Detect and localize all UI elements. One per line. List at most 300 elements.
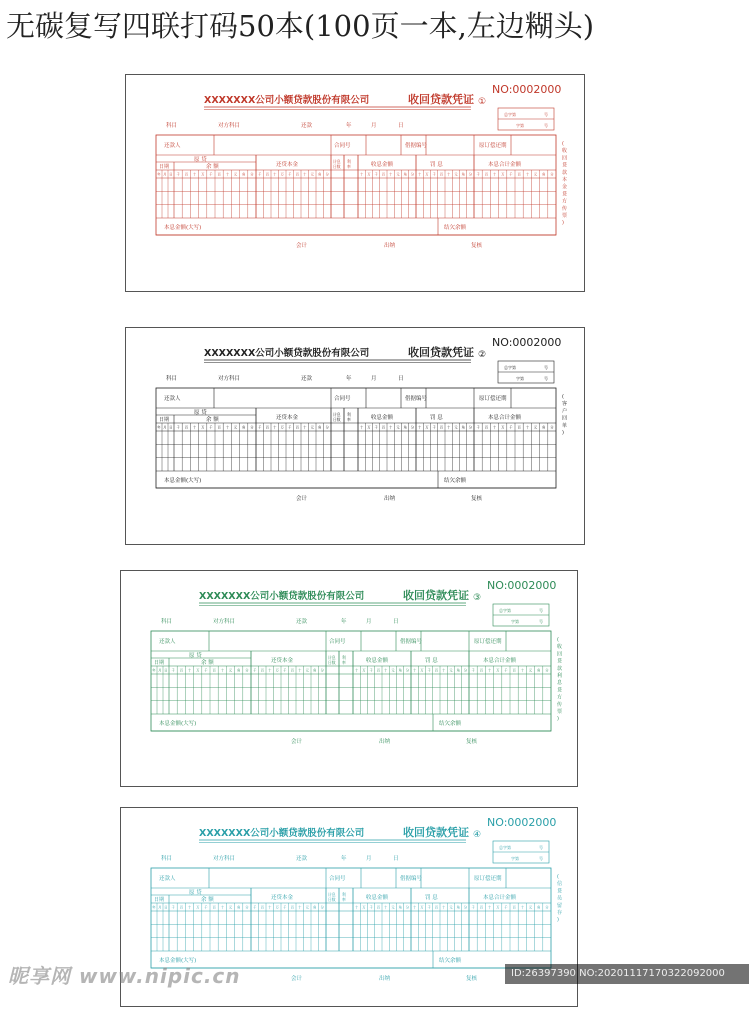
digit-unit: 百 [517, 425, 521, 430]
digit-unit: 十 [192, 172, 197, 177]
date-unit: 日 [169, 172, 173, 177]
label-rate: 利 [342, 655, 346, 660]
digit-unit: 元 [305, 905, 309, 910]
date-unit: 月 [158, 905, 162, 910]
label-accountant: 会计 [291, 739, 303, 745]
digit-unit: 角 [456, 668, 460, 673]
digit-unit: 百 [479, 905, 483, 910]
label-repay: 还款 [301, 123, 313, 129]
label-repay: 还款 [296, 856, 308, 862]
digit-unit: 千 [171, 905, 175, 910]
side-label-char: 方 [557, 694, 563, 701]
digit-unit: 万 [275, 668, 279, 673]
label-repay-principal: 还贷本金 [271, 895, 294, 901]
digit-unit: 十 [389, 425, 393, 430]
side-label-char: 传 [562, 205, 568, 212]
label-days: 计息 [328, 655, 336, 660]
label-penalty: 罚 息 [425, 895, 438, 901]
label-counter-subject: 对方科目 [218, 123, 241, 129]
digit-unit: 十 [268, 668, 272, 673]
label-subject: 科目 [161, 619, 173, 625]
digit-unit: 万 [275, 905, 279, 910]
label-days-2: 日数 [328, 660, 336, 665]
side-label-char: 贷 [557, 687, 563, 694]
digit-unit: 十 [355, 905, 359, 910]
digit-unit: 万 [362, 668, 366, 673]
digit-unit: 百 [484, 425, 488, 430]
watermark-id: ID:26397390 NO:20201117170322092000 [505, 964, 749, 984]
digit-unit: 十 [220, 668, 224, 673]
side-label-char: 回 [562, 415, 568, 422]
digit-unit: 千 [504, 905, 508, 910]
voucher-title: 收回贷款凭证 [408, 93, 474, 106]
side-label-char: ) [562, 220, 564, 227]
digit-unit: 十 [487, 668, 492, 673]
label-year: 年 [346, 123, 352, 129]
digit-unit: 万 [496, 905, 500, 910]
digit-unit: 万 [196, 905, 200, 910]
label-interest: 收息金额 [366, 658, 389, 664]
digit-unit: 十 [447, 425, 451, 430]
digit-unit: 元 [454, 172, 458, 177]
digit-unit: 千 [504, 668, 508, 673]
label-day: 日 [393, 619, 399, 625]
label-iou: 借据编号 [405, 143, 428, 149]
digit-unit: 元 [449, 668, 453, 673]
digit-unit: 十 [447, 172, 451, 177]
label-total: 本息合计金额 [488, 162, 522, 168]
label-day: 日 [398, 376, 404, 382]
ledger-no: 号 [539, 845, 543, 850]
digit-unit: 千 [471, 905, 475, 910]
digit-unit: 百 [381, 172, 386, 177]
label-iou: 借据编号 [405, 396, 428, 402]
digit-unit: 百 [484, 172, 488, 177]
label-rate-2: 率 [342, 660, 346, 665]
copy-index: ④ [473, 830, 482, 840]
digit-unit: 分 [545, 905, 549, 910]
side-label-char: 款 [557, 665, 563, 672]
digit-unit: 十 [268, 905, 272, 910]
label-date: 日期 [154, 897, 165, 903]
side-label-char: 单 [562, 422, 568, 429]
side-label-char: 方 [562, 198, 568, 205]
digit-unit: 万 [201, 172, 205, 177]
digit-unit: 角 [318, 425, 322, 430]
digit-unit: 分 [320, 668, 324, 673]
table-frame [151, 868, 551, 968]
label-rate-2: 率 [342, 897, 346, 902]
digit-unit: 分 [325, 172, 329, 177]
label-total-words: 本息金额(大写) [159, 721, 197, 727]
date-unit: 日 [169, 425, 173, 430]
label-date: 日期 [159, 164, 170, 170]
digit-unit: 十 [442, 905, 446, 910]
label-year: 年 [346, 376, 352, 382]
digit-unit: 百 [295, 172, 299, 177]
label-days: 计息 [333, 412, 341, 417]
digit-unit: 元 [310, 172, 314, 177]
digit-unit: 十 [520, 668, 524, 673]
digit-unit: 万 [280, 172, 284, 177]
digit-unit: 十 [389, 172, 393, 177]
digit-unit: 十 [273, 172, 277, 177]
voucher-form [121, 808, 581, 1026]
label-interest: 收息金额 [371, 162, 394, 168]
label-payer: 还款人 [159, 639, 176, 645]
ledger-word: 总字第 [499, 845, 511, 850]
digit-unit: 千 [283, 668, 287, 673]
digit-unit: 分 [325, 425, 329, 430]
label-accountant: 会计 [296, 496, 308, 502]
digit-unit: 百 [376, 905, 381, 910]
label-total: 本息合计金额 [483, 658, 517, 664]
side-label-char: 留 [557, 902, 563, 909]
digit-unit: 角 [398, 668, 402, 673]
digit-unit: 千 [209, 425, 213, 430]
digit-unit: 十 [225, 425, 229, 430]
copy-index: ③ [473, 593, 482, 603]
digit-unit: 百 [512, 668, 516, 673]
digit-unit: 十 [303, 425, 307, 430]
label-balance: 余 额 [206, 417, 219, 423]
digit-unit: 百 [439, 425, 444, 430]
digit-unit: 千 [258, 425, 262, 430]
date-unit: 月 [163, 172, 167, 177]
side-label-char: 户 [562, 408, 568, 415]
digit-unit: 百 [517, 172, 521, 177]
digit-unit: 角 [237, 905, 241, 910]
ledger-no: 号 [544, 112, 548, 117]
date-unit: 日 [164, 905, 168, 910]
ledger-word2: 字第 [516, 123, 524, 128]
side-label-char: 传 [557, 701, 563, 708]
digit-unit: 元 [454, 425, 458, 430]
label-repay-principal: 还贷本金 [271, 658, 294, 664]
label-iou: 借据编号 [400, 639, 423, 645]
digit-unit: 百 [217, 172, 221, 177]
digit-unit: 角 [242, 425, 246, 430]
digit-unit: 元 [533, 172, 538, 177]
digit-unit: 百 [381, 425, 386, 430]
ledger-word: 总字第 [499, 608, 511, 613]
label-month: 月 [371, 376, 377, 382]
digit-unit: 十 [525, 172, 529, 177]
digit-unit: 百 [265, 172, 269, 177]
digit-unit: 百 [260, 668, 264, 673]
label-counter-subject: 对方科目 [213, 856, 236, 862]
label-counter-subject: 对方科目 [218, 376, 241, 382]
label-date: 日期 [154, 660, 165, 666]
label-original-loan: 原 贷 [194, 157, 207, 163]
label-original-loan: 原 贷 [189, 653, 202, 659]
digit-unit: 万 [420, 668, 424, 673]
digit-unit: 分 [245, 668, 249, 673]
digit-unit: 角 [537, 905, 541, 910]
page-heading: 无碳复写四联打码50本(100页一本,左边糊头) [6, 9, 595, 43]
side-label-char: 贷 [562, 162, 568, 169]
digit-unit: 十 [360, 425, 364, 430]
label-reviewer: 复核 [471, 496, 483, 502]
voucher-company: XXXXXXX公司小额贷款股份有限公司 [199, 828, 365, 839]
digit-unit: 百 [290, 905, 294, 910]
digit-unit: 角 [542, 172, 546, 177]
label-subject: 科目 [166, 123, 178, 129]
digit-unit: 万 [201, 425, 205, 430]
label-contract: 合同号 [334, 143, 351, 149]
watermark-logo: 昵享网 www.nipic.cn [8, 964, 241, 988]
digit-unit: 万 [196, 668, 200, 673]
digit-unit: 百 [212, 668, 216, 673]
voucher-number: NO:0002000 [492, 83, 562, 96]
ledger-word: 总字第 [504, 365, 516, 370]
digit-unit: 角 [318, 172, 322, 177]
digit-unit: 千 [209, 172, 213, 177]
digit-unit: 角 [403, 172, 407, 177]
label-balance: 余 额 [206, 164, 219, 170]
table-frame [156, 135, 556, 235]
voucher-title: 收回贷款凭证 [403, 589, 469, 602]
digit-unit: 千 [476, 425, 480, 430]
label-repay-principal: 还贷本金 [276, 415, 299, 421]
copy-index: ② [478, 350, 487, 360]
digit-unit: 千 [288, 172, 292, 177]
side-label-char: 票 [557, 709, 563, 715]
digit-unit: 千 [204, 668, 208, 673]
side-label-char: 贷 [562, 191, 568, 198]
voucher-company: XXXXXXX公司小额贷款股份有限公司 [199, 591, 365, 602]
label-contract: 合同号 [329, 876, 346, 882]
side-label-char: 利 [557, 673, 563, 679]
label-penalty: 罚 息 [425, 658, 438, 664]
label-days-2: 日数 [328, 897, 336, 902]
label-month: 月 [366, 619, 372, 625]
label-original-loan: 原 贷 [189, 890, 202, 896]
label-rate-2: 率 [347, 417, 351, 422]
ledger-no: 号 [539, 608, 543, 613]
label-total-words: 本息金额(大写) [164, 225, 202, 231]
label-due-date: 原订偿还期 [479, 396, 507, 402]
side-label-char: 存 [557, 910, 563, 916]
digit-unit: 分 [550, 172, 554, 177]
digit-unit: 角 [403, 425, 407, 430]
digit-unit: 分 [545, 668, 549, 673]
digit-unit: 分 [410, 425, 415, 430]
digit-unit: 十 [187, 668, 192, 673]
side-label-char: 贷 [557, 658, 563, 665]
side-label-char: ) [557, 917, 559, 924]
voucher-form [126, 75, 586, 293]
date-unit: 年 [152, 905, 156, 910]
digit-unit: 百 [290, 668, 294, 673]
label-remaining-balance: 结欠余额 [439, 721, 462, 727]
digit-unit: 角 [313, 905, 317, 910]
label-days-2: 日数 [333, 417, 341, 422]
label-day: 日 [398, 123, 404, 129]
digit-unit: 百 [184, 172, 188, 177]
digit-unit: 角 [237, 668, 241, 673]
digit-unit: 十 [298, 905, 302, 910]
side-label-char: 回 [557, 651, 563, 658]
ledger-word2: 字第 [511, 619, 519, 624]
digit-unit: 十 [187, 905, 192, 910]
digit-unit: 千 [509, 172, 513, 177]
digit-unit: 元 [528, 905, 533, 910]
side-label-char: 员 [557, 895, 563, 902]
side-label-char: 款 [562, 169, 568, 176]
label-cashier: 出纳 [384, 243, 396, 249]
ledger-word2: 字第 [516, 376, 524, 381]
digit-unit: 十 [355, 668, 359, 673]
digit-unit: 千 [288, 425, 292, 430]
voucher-form [126, 328, 586, 546]
digit-unit: 千 [258, 172, 262, 177]
date-unit: 年 [157, 172, 161, 177]
digit-unit: 千 [476, 172, 480, 177]
digit-unit: 万 [496, 668, 500, 673]
digit-unit: 元 [533, 425, 538, 430]
ledger-no: 号 [544, 365, 548, 370]
label-subject: 科目 [161, 856, 173, 862]
label-interest: 收息金额 [366, 895, 389, 901]
digit-unit: 十 [303, 172, 307, 177]
date-unit: 日 [164, 668, 168, 673]
digit-unit: 千 [374, 425, 378, 430]
digit-unit: 万 [280, 425, 284, 430]
digit-unit: 十 [442, 668, 446, 673]
digit-unit: 千 [432, 425, 436, 430]
digit-unit: 百 [434, 668, 439, 673]
digit-unit: 百 [295, 425, 299, 430]
digit-unit: 分 [250, 425, 254, 430]
digit-unit: 万 [367, 172, 371, 177]
date-unit: 月 [158, 668, 162, 673]
ledger-no2: 号 [544, 123, 548, 128]
digit-unit: 十 [492, 172, 497, 177]
digit-unit: 十 [487, 905, 492, 910]
side-label-char: ) [557, 716, 559, 723]
digit-unit: 角 [456, 905, 460, 910]
digit-unit: 百 [376, 668, 381, 673]
digit-unit: 百 [212, 905, 216, 910]
label-year: 年 [341, 856, 347, 862]
ledger-no2: 号 [544, 376, 548, 381]
digit-unit: 百 [265, 425, 269, 430]
digit-unit: 千 [253, 905, 257, 910]
label-days: 计息 [328, 892, 336, 897]
voucher-title: 收回贷款凭证 [403, 826, 469, 839]
digit-unit: 百 [439, 172, 444, 177]
digit-unit: 百 [434, 905, 439, 910]
digit-unit: 十 [418, 172, 422, 177]
digit-unit: 十 [220, 905, 224, 910]
label-reviewer: 复核 [466, 976, 478, 982]
digit-unit: 角 [461, 425, 465, 430]
digit-unit: 角 [542, 425, 546, 430]
voucher-number: NO:0002000 [487, 816, 557, 829]
digit-unit: 万 [425, 425, 429, 430]
side-label-char: 金 [562, 184, 568, 191]
digit-unit: 十 [384, 905, 388, 910]
digit-unit: 元 [233, 172, 238, 177]
label-contract: 合同号 [334, 396, 351, 402]
label-days: 计息 [333, 159, 341, 164]
label-remaining-balance: 结欠余额 [439, 958, 462, 964]
label-original-loan: 原 贷 [194, 410, 207, 416]
digit-unit: 分 [468, 172, 473, 177]
digit-unit: 分 [245, 905, 249, 910]
label-repay: 还款 [296, 619, 308, 625]
voucher-copy-3 [120, 570, 578, 787]
digit-unit: 百 [512, 905, 516, 910]
label-iou: 借据编号 [400, 876, 423, 882]
digit-unit: 元 [305, 668, 309, 673]
side-label-char: ( [562, 394, 564, 400]
digit-unit: 十 [492, 425, 497, 430]
label-contract: 合同号 [329, 639, 346, 645]
digit-unit: 千 [253, 668, 257, 673]
label-rate: 利 [342, 892, 346, 897]
label-rate: 利 [347, 159, 351, 164]
digit-unit: 角 [313, 668, 317, 673]
label-total: 本息合计金额 [483, 895, 517, 901]
label-date: 日期 [159, 417, 170, 423]
ledger-no2: 号 [539, 856, 543, 861]
label-cashier: 出纳 [379, 739, 391, 745]
digit-unit: 百 [184, 425, 188, 430]
digit-unit: 元 [528, 668, 533, 673]
digit-unit: 元 [396, 425, 400, 430]
label-day: 日 [393, 856, 399, 862]
label-month: 月 [371, 123, 377, 129]
digit-unit: 十 [298, 668, 302, 673]
side-label-char: 息 [557, 680, 563, 687]
ledger-word2: 字第 [511, 856, 519, 861]
side-label-char: 票 [562, 213, 568, 219]
digit-unit: 十 [384, 668, 388, 673]
label-balance: 余 额 [201, 897, 214, 903]
table-frame [151, 631, 551, 731]
table-frame [156, 388, 556, 488]
digit-unit: 元 [310, 425, 314, 430]
digit-unit: 分 [463, 668, 468, 673]
digit-unit: 百 [260, 905, 264, 910]
digit-unit: 千 [176, 172, 180, 177]
label-rate: 利 [347, 412, 351, 417]
digit-unit: 角 [242, 172, 246, 177]
label-repay-principal: 还贷本金 [276, 162, 299, 168]
digit-unit: 十 [413, 905, 417, 910]
side-label-char: 贷 [557, 888, 563, 895]
ledger-word: 总字第 [504, 112, 516, 117]
digit-unit: 千 [427, 668, 431, 673]
date-unit: 月 [163, 425, 167, 430]
side-label-char: 信 [557, 881, 563, 888]
label-balance: 余 额 [201, 660, 214, 666]
label-accountant: 会计 [296, 243, 308, 249]
label-penalty: 罚 息 [430, 162, 443, 168]
label-counter-subject: 对方科目 [213, 619, 236, 625]
digit-unit: 角 [398, 905, 402, 910]
digit-unit: 千 [171, 668, 175, 673]
digit-unit: 分 [320, 905, 324, 910]
side-label-char: ( [557, 637, 559, 643]
label-remaining-balance: 结欠余额 [444, 225, 467, 231]
voucher-company: XXXXXXX公司小额贷款股份有限公司 [204, 95, 370, 106]
label-penalty: 罚 息 [430, 415, 443, 421]
copy-index: ① [478, 97, 487, 107]
date-unit: 年 [157, 425, 161, 430]
